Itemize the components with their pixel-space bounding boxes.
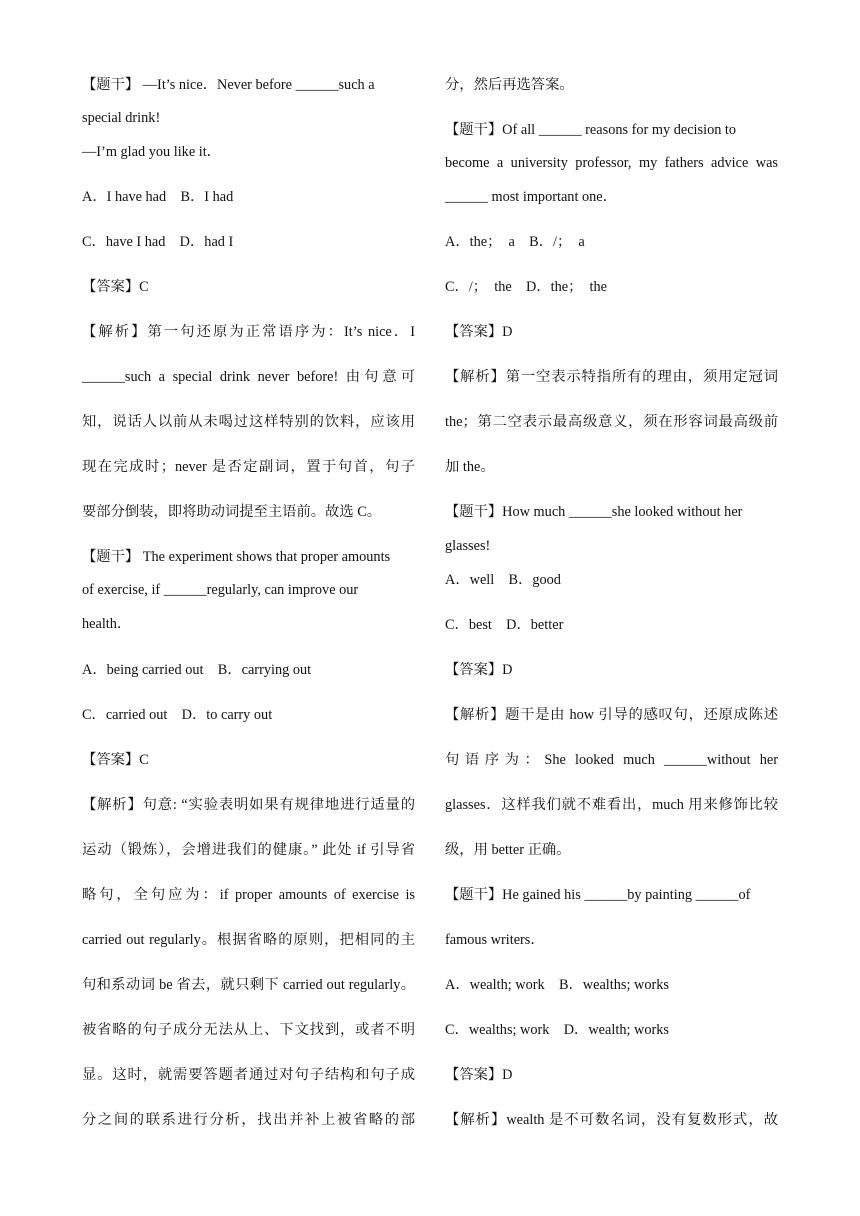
question-3-analysis-line-3: 加 the。 [445, 459, 495, 475]
question-4-options-cd: C．best D．better [445, 617, 564, 633]
question-1-stem-line-3: —I’m glad you like it． [82, 144, 221, 160]
question-1-stem-line-1: 【题干】 —It’s nice．Never before ______such a [82, 77, 375, 93]
question-1-stem-line-2: special drink! [82, 110, 161, 126]
question-1-analysis-line-4: 现在完成时；never 是否定副词，置于句首，句子 [82, 459, 415, 475]
question-2-stem-line-1: 【题干】 The experiment shows that proper amounts [82, 549, 391, 565]
question-4-options-ab: A．well B．good [445, 572, 561, 588]
question-2-analysis-line-6: 被省略的句子成分无法从上、下文找到，或者不明 [82, 1022, 415, 1038]
question-3-answer: 【答案】D [445, 324, 513, 340]
question-3-stem-line-1: 【题干】Of all ______ reasons for my decision to [445, 122, 737, 138]
question-5-answer: 【答案】D [445, 1067, 513, 1083]
question-2-analysis-line-5: 句和系动词 be 省去，就只剩下 carried out regularly。 [82, 977, 415, 993]
question-4-analysis-line-4: 级，用 better 正确。 [445, 842, 571, 858]
question-3-analysis-line-1: 【解析】第一空表示特指所有的理由，须用定冠词 [445, 369, 778, 385]
question-2-options-ab: A．being carried out B．carrying out [82, 662, 312, 678]
question-2-stem-line-2: of exercise, if ______regularly, can improve our [82, 582, 359, 598]
question-4-analysis-line-1: 【解析】题干是由 how 引导的感叹句，还原成陈述 [445, 707, 778, 723]
question-2-analysis-line-7: 显。这时，就需要答题者通过对句子结构和句子成 [82, 1067, 415, 1083]
question-2-options-cd: C．carried out D．to carry out [82, 707, 273, 723]
question-1-analysis-line-5: 要部分倒装，即将助动词提至主语前。故选 C。 [82, 504, 382, 520]
question-4-analysis-line-2: 句语序为：She looked much ______without her [445, 752, 778, 768]
question-1-analysis-line-1: 【解析】第一句还原为正常语序为：It’s nice．I [82, 324, 415, 340]
question-5-options-ab: A．wealth; work B．wealths; works [445, 977, 669, 993]
question-4-analysis-line-3: glasses．这样我们就不难看出，much 用来修饰比较 [445, 797, 778, 813]
question-5-stem-line-1: 【题干】He gained his ______by painting ______of [445, 887, 751, 903]
question-3-stem-line-3: ______ most important one． [445, 189, 617, 205]
question-4-answer: 【答案】D [445, 662, 513, 678]
question-2-analysis-line-3: 略句，全句应为：if proper amounts of exercise is [82, 887, 415, 903]
question-3-analysis-line-2: the；第二空表示最高级意义，须在形容词最高级前 [445, 414, 778, 430]
question-1-answer: 【答案】C [82, 279, 149, 295]
question-1-options-cd: C．have I had D．had I [82, 234, 234, 250]
question-2-analysis-line-8: 分之间的联系进行分析，找出并补上被省略的部 [82, 1112, 415, 1128]
question-3-options-cd: C．/； the D．the； the [445, 279, 608, 295]
question-4-stem-line-2: glasses! [445, 538, 491, 554]
question-5-stem-line-2: famous writers． [445, 932, 545, 948]
question-2-analysis-line-1: 【解析】句意: “实验表明如果有规律地进行适量的 [82, 797, 415, 813]
question-2-analysis-line-9: 分，然后再选答案。 [445, 77, 574, 93]
question-1-analysis-line-3: 知，说话人以前从未喝过这样特别的饮料，应该用 [82, 414, 415, 430]
question-2-answer: 【答案】C [82, 752, 149, 768]
question-3-options-ab: A．the； a B．/； a [445, 234, 585, 250]
question-1-analysis-line-2: ______such a special drink never before! 由句意可 [82, 369, 415, 385]
question-2-analysis-line-4: carried out regularly。根据省略的原则，把相同的主 [82, 932, 415, 948]
question-5-analysis-line-1: 【解析】wealth 是不可数名词，没有复数形式，故 [445, 1112, 778, 1128]
question-3-stem-line-2: become a university professor, my fathers advice was [445, 155, 778, 171]
question-4-stem-line-1: 【题干】How much ______she looked without her [445, 504, 743, 520]
question-2-stem-line-3: health． [82, 616, 132, 632]
question-2-analysis-line-2: 运动（锻炼），会增进我们的健康。” 此处 if 引导省 [82, 842, 415, 858]
question-5-options-cd: C．wealths; work D．wealth; works [445, 1022, 669, 1038]
question-1-options-ab: A．I have had B．I had [82, 189, 234, 205]
